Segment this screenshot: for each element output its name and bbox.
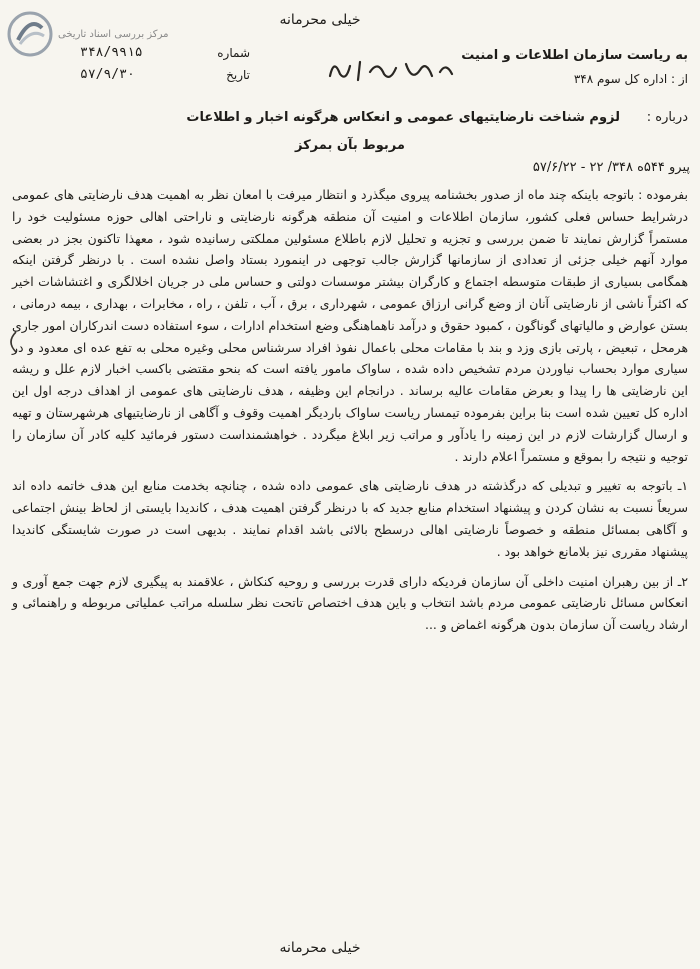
reference-line: پیرو ۵۴۴ه ۳۴۸/ ۲۲ - ۵۷/۶/۲۲ — [532, 160, 690, 175]
body-section-2: ۲ـ از بین رهبران امنیت داخلی آن سازمان فردیکه دارای قدرت بررسی و روحیه کنکاش ، علاقمند به پیگیری لازم جهت جمع آوری و انعکاس مسائل نارضایتی عمومی مردم باشد انتخاب و باین هدف اختصاص تاتحت نظر سلسله مراتب عملیاتی مربوطه و راهنمائی و ارشاد ریاست آن سازمان بدون هرگونه اغماض و ... — [12, 573, 688, 633]
date-label: تاریخ — [226, 68, 250, 82]
classification-bottom: خیلی محرمانه — [279, 940, 361, 956]
subject-text-line2: مربوط بآن بمرکز — [295, 138, 405, 153]
from-line: از : اداره کل سوم ۳۴۸ — [573, 72, 688, 86]
body-section-1: ۱ـ باتوجه به تغییر و تبدیلی که درگذشته در هدف نارضایتی های عمومی داده شده ، چنانچه بخدمت منابع این هدف خاتمه داده اند سریعاً نسبت به نشان کردن و پیشنهاد استخدام منابع جدید که با درنظر گرفتن اهمیت هدف ، کاندیدا بایستی از لحاظ بینش اجتماعی و آگاهی بمسائل منطقه و خصوصاً نارضایتی اهالی درسطح بالائی باشد اقدام نمایند . بدیهی است در صورت شایستگی کاندیدا پیشنهاد مقرری نیز بلامانع خواهد بود . — [12, 478, 688, 559]
document-meta — [80, 42, 250, 86]
number-row — [80, 42, 250, 64]
archive-logo-icon — [6, 10, 54, 58]
archive-logo-text: مرکز بررسی اسناد تاریخی — [58, 28, 169, 40]
classification-top: خیلی محرمانه — [279, 12, 361, 28]
letter-body — [12, 184, 688, 636]
number-label: شماره — [217, 46, 250, 60]
recipient-line: به ریاست سازمان اطلاعات و امنیت — [461, 48, 688, 63]
date-value: ۵۷/۹/۳۰ — [80, 67, 135, 82]
subject-label: درباره : — [646, 110, 688, 125]
body-paragraph-1: بفرموده : باتوجه باینکه چند ماه از صدور بخشنامه پیروی میگذرد و انتظار میرفت با امعان نظر به اهمیت هدف نارضایتی های عمومی درشرایط حساس فعلی کشور، سازمان اطلاعات و امنیت آن منطقه هرگونه نارضایتی و ناراحتی اهالی حوزه مسئولیت خود را مستمراً گزارش نمایند تا ضمن بررسی و تجزیه و تحلیل لازم باطلاع مسئولین مملکتی رسانیده شود ، معهذا تاکنون بجز در بعضی موارد آنهم خیلی جزئی از تعدادی از سازمانها گزارش جالب توجهی در اینمورد بستاد واصل نشده است . با درنظر گرفتن اینکه همگامی بسیاری از طبقات متوسطه اجتماع و کارگران بیشتر موسسات دولتی و حساس ملی در جریان اخلالگری و اغتشاشات اخیر که اکثراً ناشی از نارضایتی آنان از وضع گرانی ارزاق عمومی ، شهرداری ، برق ، آب ، تلفن ، راه ، مخابرات ، بهداری ، بیمه درمانی ، بستن عوارض و مالیاتهای گوناگون ، کمبود حقوق و درآمد ناهماهنگی وضع استخدام ادارات ، سوء استفاده دست اندرکاران امور جاری هرمحل ، تبعیض ، پارتی بازی وزد و بند با مقامات محلی باعمال نفوذ افراد سرشناس محلی وغیره محلی به تفع عده ای معدود و در سیاری موارد بحساب نیاوردن مردم تشخیص داده شده ، ساواک مامور یافته است که بنحو مقتضی باکسب اخبار لازم علل و ریشه این نارضایتی ها را پیدا و بعرض مقامات عالیه برساند . درانجام این وظیفه ، هدف نارضایتی های عمومی از اهداف درجه اول این اداره کل تعیین شده است بنا براین بفرموده تیمسار ریاست ساواک باردیگر اهمیت وقوف و آگاهی از نارضایتیهای هرشهرستان و تهیه و ارسال گزارشات لازم در این زمینه را یادآور و مراتب زیر ابلاغ میگردد . خواهشمنداست دستور فرمائید کلیه کادر آن سازمان را توجیه و نتیجه را بموقع و مستمراً اعلام دارند . — [12, 187, 688, 464]
subject-text-line1: لزوم شناخت نارضایتیهای عمومی و انعکاس هرگونه اخبار و اطلاعات — [186, 110, 620, 125]
date-row — [80, 64, 250, 86]
number-value: ۳۴۸/۹۹۱۵ — [80, 45, 143, 60]
